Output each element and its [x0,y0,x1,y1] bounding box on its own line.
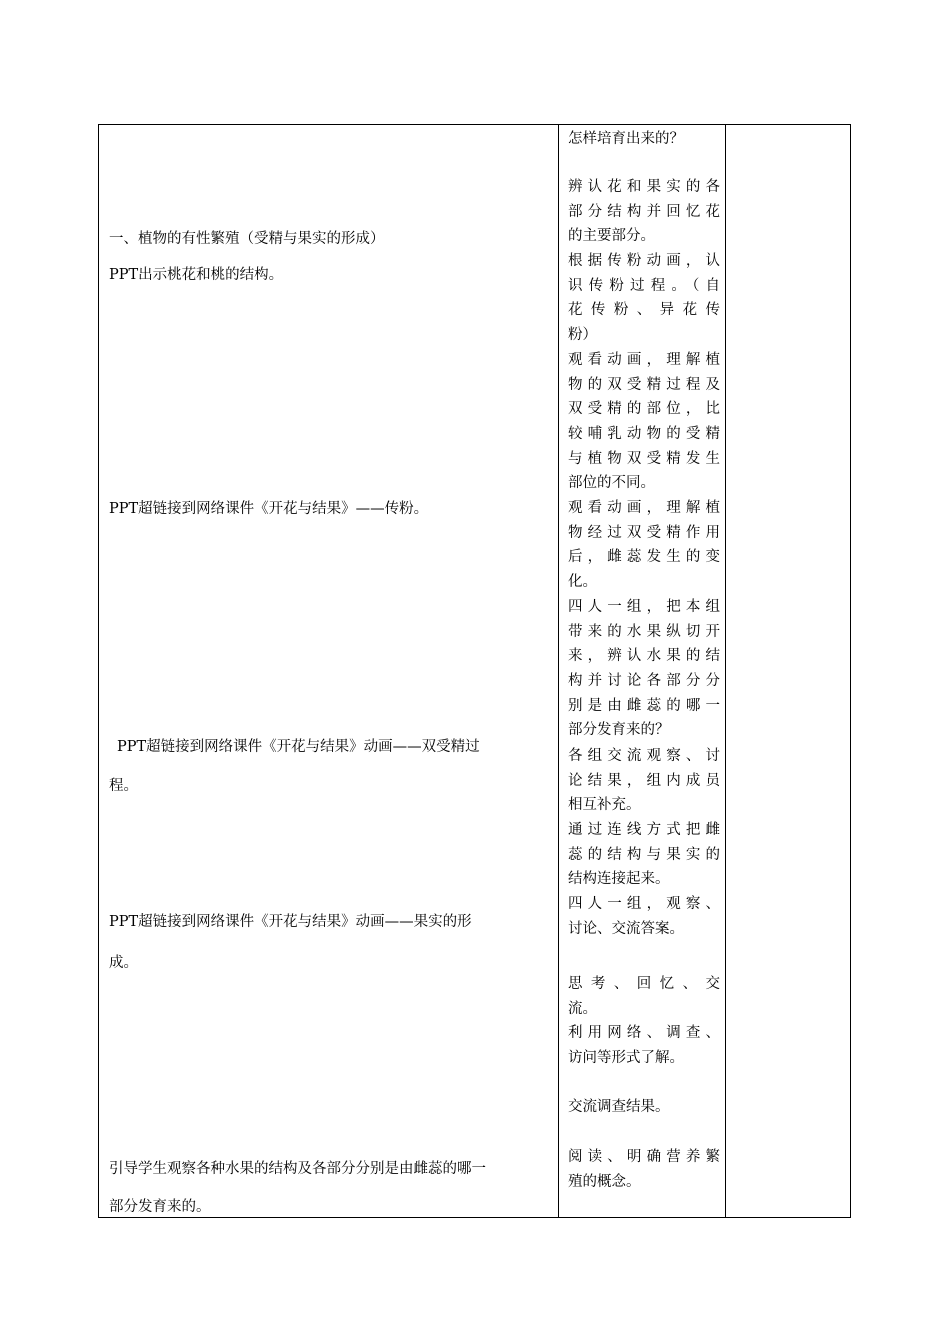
student-activity-1 [568,127,720,152]
student-activity-line: 部分结构并回忆花 [568,203,720,220]
student-activity-line: 化。 [568,574,597,591]
teacher-activity-4-line-2: 成。 [109,955,138,971]
student-activity-line: 来，辨认水果的结 [568,648,720,665]
student-activity-line: 蕊的结构与果实的 [568,846,720,863]
teacher-activity-5-line-2: 部分发育来的。 [109,1199,211,1215]
student-activity-4 [568,348,720,496]
student-activity-line: 粉） [568,327,597,344]
student-activity-line: 与植物双受精发生 [568,450,720,467]
student-activity-13 [568,1145,720,1194]
student-activity-line: 花传粉、异花传 [568,302,720,319]
student-activity-line: 较哺乳动物的受精 [568,426,720,443]
student-activity-10 [568,972,720,1021]
student-activity-2 [568,175,720,249]
teacher-activity-1: PPT出示桃花和桃的结构。 [109,267,284,283]
student-activity-line: 交流调查结果。 [568,1099,670,1115]
student-activity-line: 带来的水果纵切开 [568,623,720,640]
teacher-activity-2: PPT超链接到网络课件《开花与结果》——传粉。 [109,501,429,517]
student-activity-line: 阅读、明确营养繁 [568,1149,720,1165]
student-activity-line: 部位的不同。 [568,475,655,492]
student-activity-3 [568,249,720,348]
student-activity-line: 结构连接起来。 [568,871,670,888]
lesson-table [98,124,851,1218]
section-heading: 一、植物的有性繁殖（受精与果实的形成） [109,231,385,247]
student-activity-line: 四人一组，观察、 [568,896,720,912]
student-activity-line: 怎样培育出来的？ [568,131,684,147]
student-activity-line: 别是由雌蕊的哪一 [568,697,720,714]
student-activity-line: 构并讨论各部分分 [568,673,720,690]
student-activity-line: 通过连线方式把雌 [568,822,720,838]
student-activity-line: 观看动画，理解植 [568,500,720,516]
column-divider-1 [558,125,559,1217]
student-activity-line: 四人一组，把本组 [568,599,720,615]
student-activity-6 [568,595,720,743]
student-activity-line: 物的双受精过程及 [568,376,720,393]
student-activity-line: 论结果，组内成员 [568,772,720,789]
teacher-activity-4-line-1: PPT超链接到网络课件《开花与结果》动画——果实的形 [109,914,472,930]
student-activity-7 [568,744,720,818]
teacher-activity-5-line-1: 引导学生观察各种水果的结构及各部分分别是由雌蕊的哪一 [109,1161,486,1177]
column-divider-2 [725,125,726,1217]
student-activity-line: 讨论、交流答案。 [568,920,684,937]
student-activity-line: 根据传粉动画，认 [568,253,720,269]
student-activity-11 [568,1021,720,1070]
student-activity-line: 殖的概念。 [568,1173,641,1190]
teacher-activity-3-line-2: 程。 [109,778,138,794]
student-activity-line: 观看动画，理解植 [568,352,720,368]
student-activity-8 [568,818,720,892]
student-activity-line: 流。 [568,1000,597,1017]
student-activity-line: 后，雌蕊发生的变 [568,549,720,566]
student-activity-line: 物经过双受精作用 [568,524,720,541]
student-activity-line: 访问等形式了解。 [568,1049,684,1066]
student-activity-line: 相互补充。 [568,797,641,814]
student-activity-5 [568,496,720,595]
student-activity-line: 各组交流观察、讨 [568,748,720,764]
student-activity-line: 思考、回忆、交 [568,976,720,992]
student-activity-9 [568,892,720,941]
student-activity-line: 部分发育来的？ [568,722,670,739]
student-activity-line: 辨认花和果实的各 [568,179,720,195]
student-activity-line: 识传粉过程。（自 [568,277,720,294]
student-activity-line: 利用网络、调查、 [568,1025,720,1041]
student-activity-line: 的主要部分。 [568,228,655,245]
student-activity-12 [568,1095,720,1120]
student-activity-line: 双受精的部位，比 [568,401,720,418]
teacher-activity-3-line-1: PPT超链接到网络课件《开花与结果》动画——双受精过 [117,739,480,755]
